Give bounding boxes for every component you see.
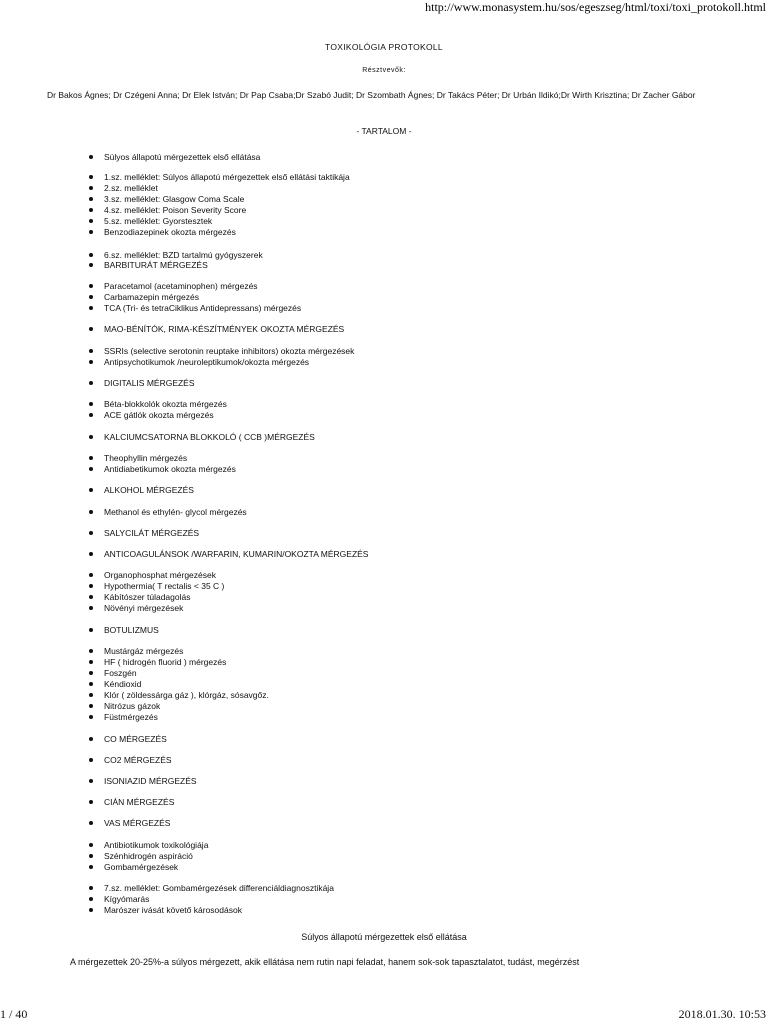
- toc-link[interactable]: Szénhidrogén aspiráció: [92, 851, 181, 861]
- toc-link[interactable]: Hypothermia( T rectalis < 35 C ): [92, 581, 212, 591]
- toc-link[interactable]: Gombamérgezések: [92, 862, 166, 872]
- toc-link[interactable]: Theophyllin mérgezés: [92, 453, 175, 463]
- toc-link[interactable]: ALKOHOL MÉRGEZÉS: [92, 485, 182, 495]
- toc-link[interactable]: Kígyómarás: [92, 894, 137, 904]
- toc-link[interactable]: Antipsychotikumok /neuroleptikumok/okozta mérgezés: [92, 357, 297, 367]
- toc-link[interactable]: 6.sz. melléklet: BZD tartalmú gyógyszerek: [92, 250, 251, 260]
- toc-link[interactable]: Organophosphat mérgezések: [92, 570, 204, 580]
- toc-link[interactable]: CIÁN MÉRGEZÉS: [92, 797, 162, 807]
- toc-link[interactable]: Benzodiazepinek okozta mérgezés: [92, 227, 224, 237]
- toc-link[interactable]: 7.sz. melléklet: Gombamérgezések differenciáldiagnosztikája: [92, 883, 322, 893]
- toc-link[interactable]: MAO-BÉNÍTÓK, RIMA-KÉSZÍTMÉNYEK OKOZTA MÉRGEZÉS: [92, 324, 332, 334]
- toc-link[interactable]: CO2 MÉRGEZÉS: [92, 755, 160, 765]
- section-heading: Súlyos állapotú mérgezettek első ellátása: [301, 932, 467, 942]
- toc-link[interactable]: Mustárgáz mérgezés: [92, 646, 171, 656]
- toc-link[interactable]: ANTICOAGULÁNSOK /WARFARIN, KUMARIN/OKOZTA MÉRGEZÉS: [92, 549, 356, 559]
- toc-link[interactable]: Marószer ivását követő károsodások: [92, 905, 230, 915]
- toc-link[interactable]: Béta-blokkolók okozta mérgezés: [92, 399, 215, 409]
- toc-link[interactable]: KALCIUMCSATORNA BLOKKOLÓ ( CCB )MÉRGEZÉS: [92, 432, 303, 442]
- toc-link[interactable]: Növényi mérgezések: [92, 603, 171, 613]
- toc-link[interactable]: Füstmérgezés: [92, 712, 146, 722]
- toc-link[interactable]: Súlyos állapotú mérgezettek első ellátása: [92, 152, 248, 162]
- toc-link[interactable]: Paracetamol (acetaminophen) mérgezés: [92, 281, 246, 291]
- toc-link[interactable]: 4.sz. melléklet: Poison Severity Score: [92, 205, 234, 215]
- toc-link[interactable]: Antidiabetikumok okozta mérgezés: [92, 464, 224, 474]
- toc-link[interactable]: Nitrózus gázok: [92, 701, 148, 711]
- toc-link[interactable]: Antibiotikumok toxikológiája: [92, 840, 196, 850]
- toc-link[interactable]: 5.sz. melléklet: Gyorstesztek: [92, 216, 200, 226]
- page-number: 1 / 40: [0, 1007, 28, 1021]
- page-url: http://www.monasystem.hu/sos/egeszseg/html/toxi/toxi_protokoll.html: [425, 0, 766, 14]
- toc-link[interactable]: SSRIs (selective serotonin reuptake inhibitors) okozta mérgezések: [92, 346, 342, 356]
- toc-link[interactable]: DIGITALIS MÉRGEZÉS: [92, 378, 183, 388]
- toc-link[interactable]: Methanol és ethylén- glycol mérgezés: [92, 507, 235, 517]
- document-title: TOXIKOLÓGIA PROTOKOLL: [325, 42, 443, 52]
- print-timestamp: 2018.01.30. 10:53: [678, 1007, 766, 1021]
- toc-link[interactable]: SALYCILÁT MÉRGEZÉS: [92, 528, 187, 538]
- toc-link[interactable]: 3.sz. melléklet: Glasgow Coma Scale: [92, 194, 232, 204]
- toc-heading: - TARTALOM -: [356, 126, 412, 136]
- toc-link[interactable]: Kábítószer túladagolás: [92, 592, 178, 602]
- participants-label: Résztvevők:: [362, 67, 406, 74]
- toc-link[interactable]: ISONIAZID MÉRGEZÉS: [92, 776, 185, 786]
- toc-link[interactable]: ACE gátlók okozta mérgezés: [92, 410, 202, 420]
- toc-link[interactable]: 1.sz. melléklet: Súlyos állapotú mérgezettek első ellátási taktikája: [92, 172, 338, 182]
- toc-link[interactable]: BOTULIZMUS: [92, 625, 147, 635]
- body-paragraph: A mérgezettek 20-25%-a súlyos mérgezett, akik ellátása nem rutin napi feladat, hanem sok-sok tapasztalatot, tudást, megérzést: [70, 957, 580, 967]
- toc-link[interactable]: Carbamazepin mérgezés: [92, 292, 187, 302]
- toc-link[interactable]: TCA (Tri- és tetraCiklikus Antidepressans) mérgezés: [92, 303, 289, 313]
- toc-link[interactable]: Kéndioxid: [92, 679, 129, 689]
- toc-link[interactable]: BARBITURÁT MÉRGEZÉS: [92, 260, 196, 270]
- toc-link[interactable]: CO MÉRGEZÉS: [92, 734, 155, 744]
- toc-link[interactable]: 2.sz. melléklet: [92, 183, 146, 193]
- toc-link[interactable]: Klór ( zöldessárga gáz ), klórgáz, sósavgőz.: [92, 690, 257, 700]
- toc-link[interactable]: VAS MÉRGEZÉS: [92, 818, 158, 828]
- authors-list: Dr Bakos Ágnes; Dr Czégeni Anna; Dr Elek István; Dr Pap Csaba;Dr Szabó Judit; Dr Szombath Ágnes; Dr Takács Péter; Dr Urbán Ildikó;Dr Wirth Krisztina; Dr Zacher Gábor: [47, 90, 696, 100]
- toc-link[interactable]: Foszgén: [92, 668, 125, 678]
- toc-link[interactable]: HF ( hidrogén fluorid ) mérgezés: [92, 657, 214, 667]
